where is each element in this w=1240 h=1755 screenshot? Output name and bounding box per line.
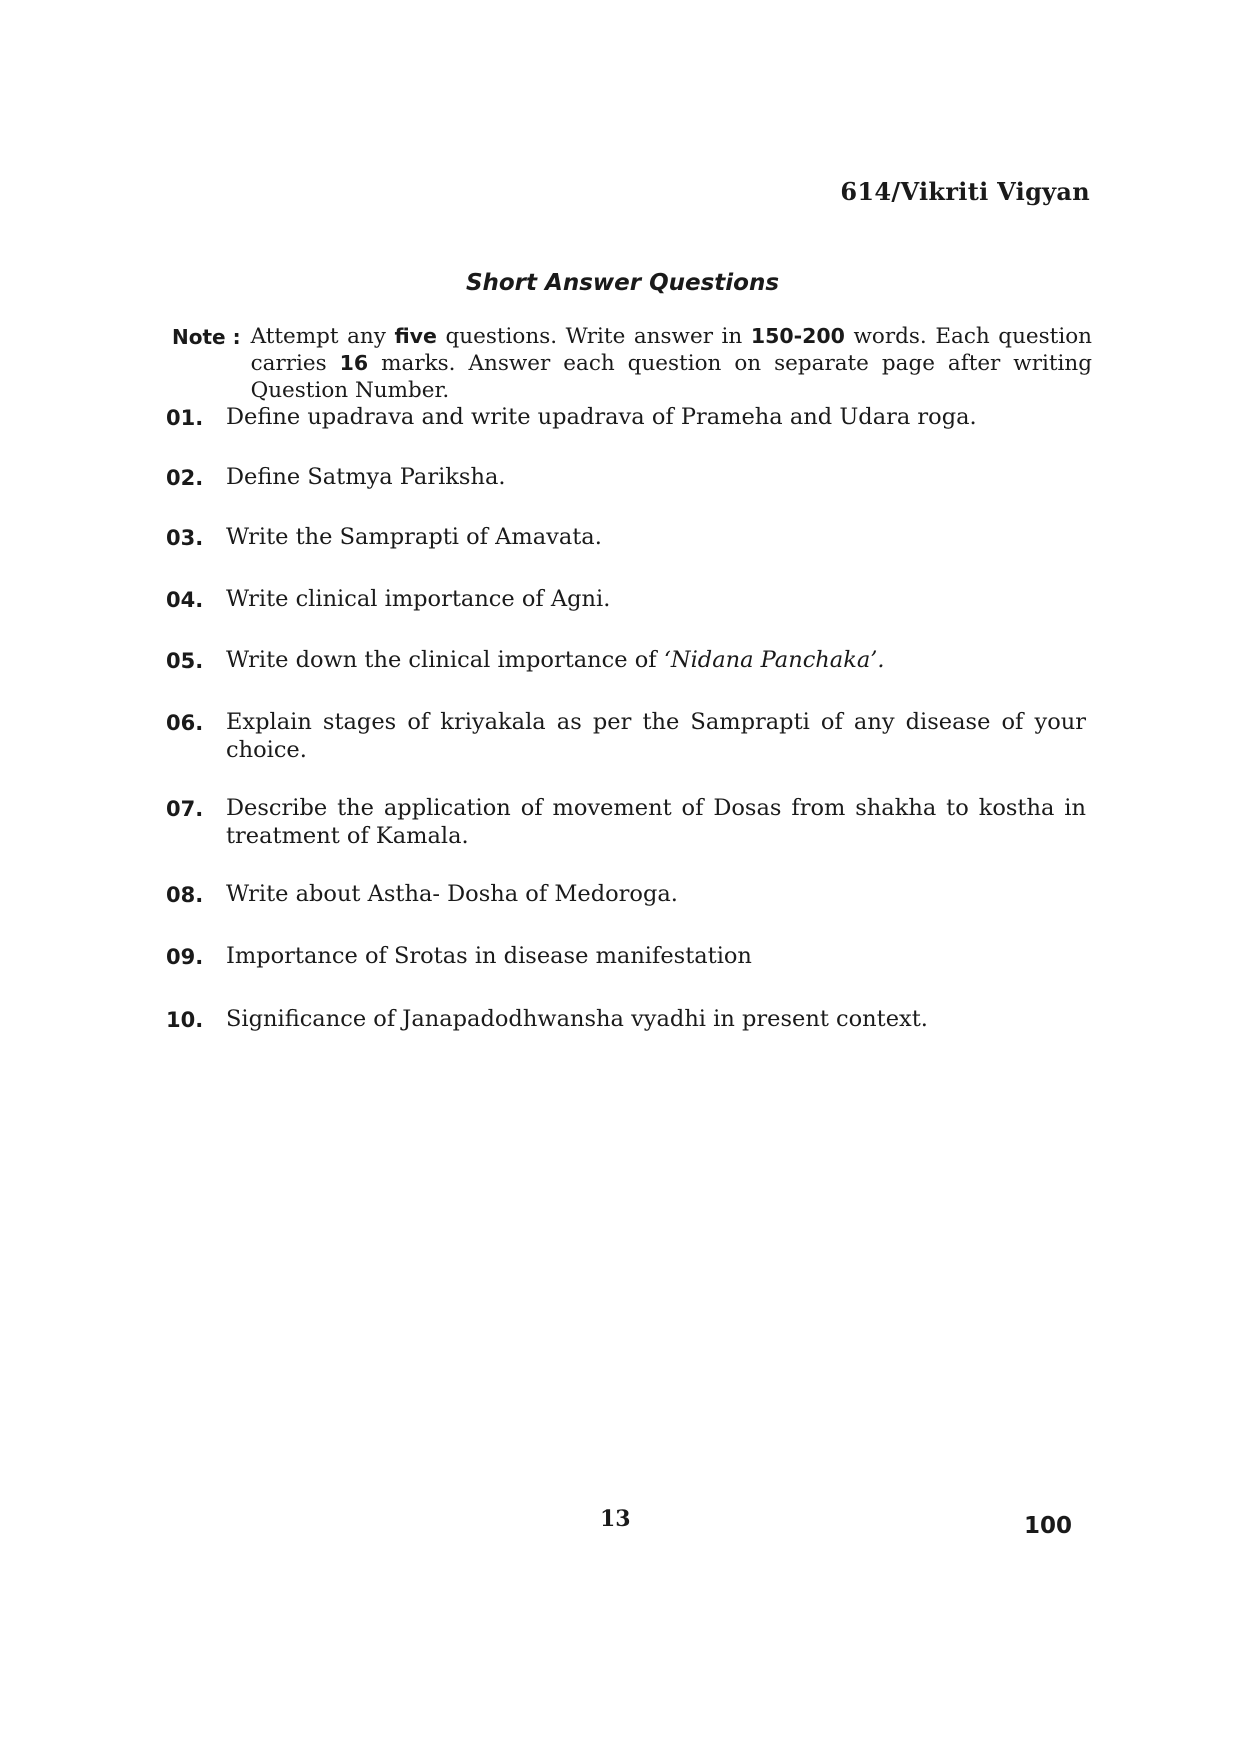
question-item [166, 646, 1086, 675]
question-text: Describe the application of movement of Dosas from shakha to kostha in treatment of Kamala. [226, 795, 1086, 849]
question-text: Define upadrava and write upadrava of Prameha and Udara roga. [226, 404, 977, 430]
note-text-part: marks. Answer each question on separate page after writing Question Number. [250, 351, 1092, 403]
question-number: 04. [166, 588, 204, 612]
paper-code: 614/Vikriti Vigyan [840, 177, 1090, 206]
note-text [251, 323, 1092, 404]
question-number: 08. [166, 883, 204, 907]
footer-count: 100 [1023, 1513, 1072, 1539]
section-title: Short Answer Questions [465, 270, 780, 296]
question-item [166, 794, 1086, 850]
question-item [166, 523, 1086, 552]
question-number: 03. [166, 526, 204, 550]
question-item [166, 1005, 1086, 1034]
question-number: 02. [166, 466, 204, 490]
question-number: 07. [166, 797, 204, 821]
question-text: Write the Samprapti of Amavata. [226, 524, 602, 550]
question-item [166, 403, 1086, 432]
question-item [166, 880, 1086, 909]
question-text [226, 646, 1086, 675]
question-text: Significance of Janapadodhwansha vyadhi in present context. [226, 1006, 928, 1032]
question-text: Write about Astha- Dosha of Medoroga. [226, 881, 678, 907]
page-number: 13 [600, 1506, 631, 1532]
question-text-italic: ‘Nidana Panchaka’. [663, 647, 885, 673]
question-number: 10. [166, 1008, 204, 1032]
question-item [166, 708, 1086, 764]
note-text-part: questions. Write answer in [445, 324, 743, 349]
question-number: 01. [166, 406, 204, 430]
question-number: 06. [166, 711, 204, 735]
note-emphasis: 150-200 [750, 324, 845, 348]
question-item [166, 942, 1086, 971]
question-text: Explain stages of kriyakala as per the Samprapti of any disease of your choice. [226, 709, 1086, 763]
note-text-part: Attempt any [250, 324, 386, 349]
question-text: Write clinical importance of Agni. [226, 586, 611, 612]
question-text-part: Write down the clinical importance of [226, 647, 657, 673]
question-number: 09. [166, 945, 204, 969]
question-text: Define Satmya Pariksha. [226, 464, 506, 490]
question-number: 05. [166, 649, 204, 673]
note-emphasis: five [394, 324, 437, 348]
note-text-part: words. Each question carries [250, 324, 1092, 376]
note-label: Note : [172, 325, 241, 349]
instructions-note [172, 323, 1092, 404]
note-emphasis: 16 [339, 351, 369, 375]
question-item [166, 585, 1086, 614]
question-item [166, 463, 1086, 492]
question-text: Importance of Srotas in disease manifestation [226, 943, 752, 969]
